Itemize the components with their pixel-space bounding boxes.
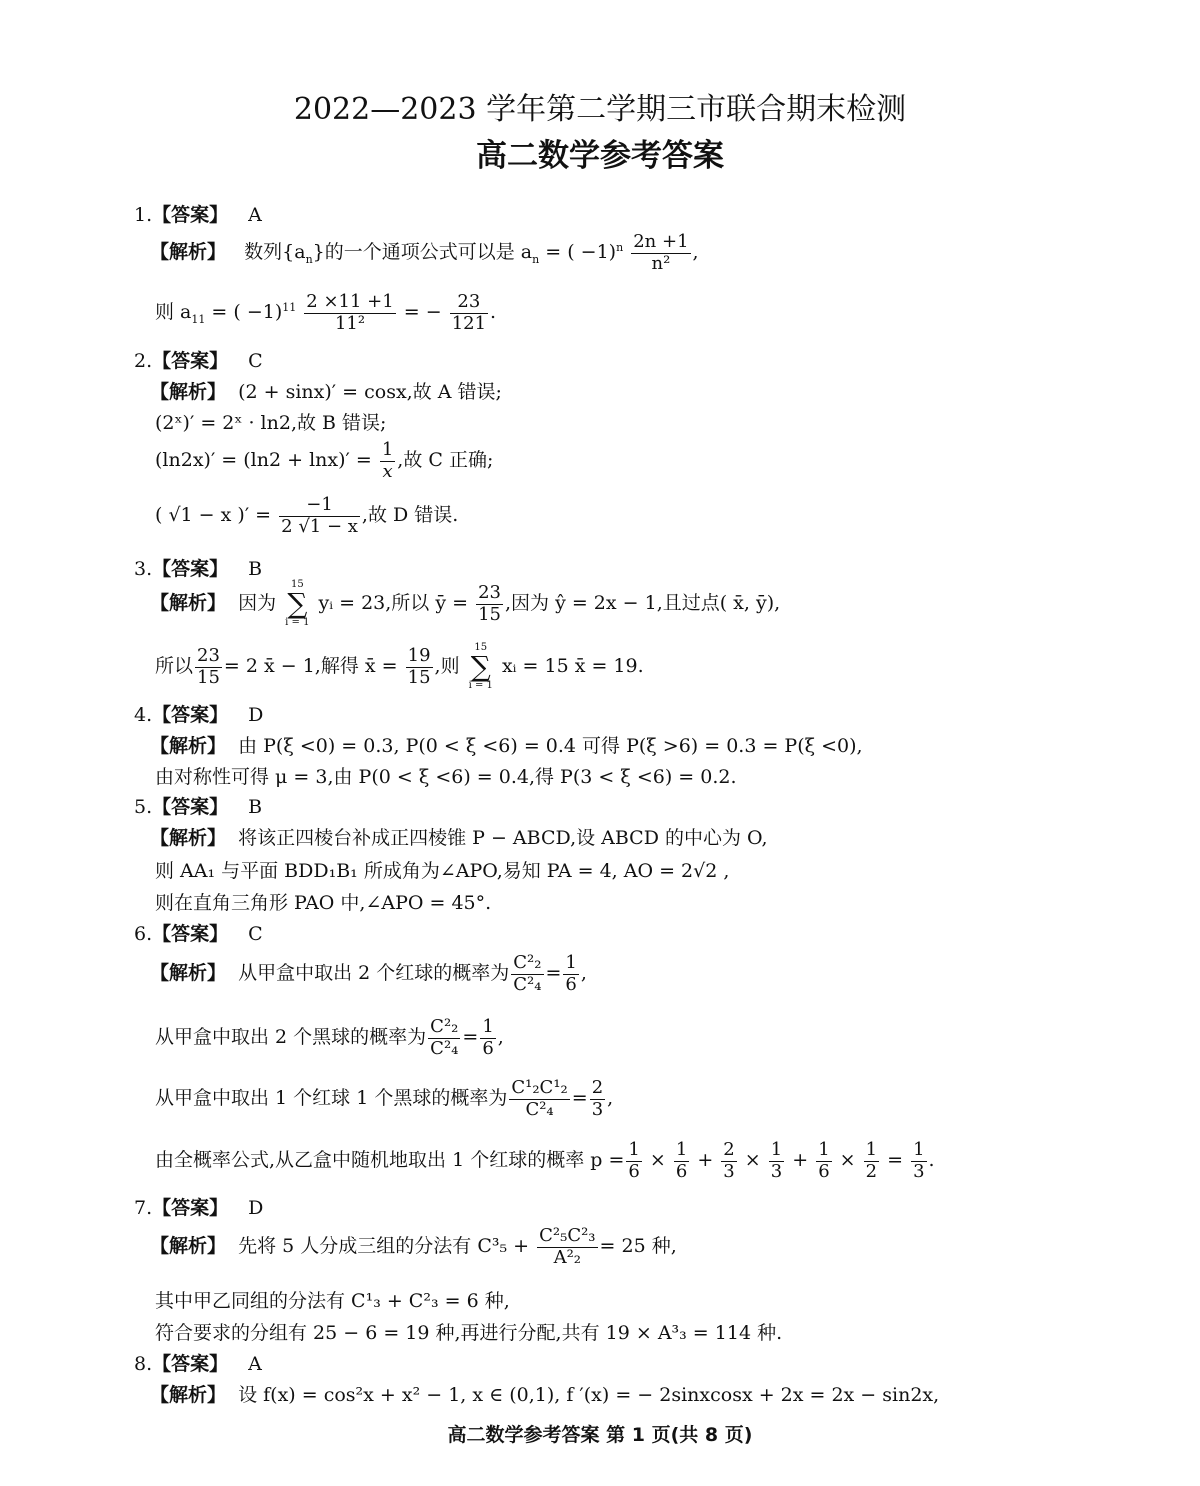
summation: [469, 643, 493, 691]
text: }的一个通项公式可以是 a: [312, 241, 533, 264]
operator: +: [786, 1149, 815, 1172]
operator: +: [691, 1149, 720, 1172]
fraction: [195, 646, 222, 688]
fraction: [380, 440, 395, 482]
q5-analysis-line2: 则 AA₁ 与平面 BDD₁B₁ 所成角为∠APO,易知 PA = 4, AO = 2√2 ,: [155, 860, 730, 882]
q4-analysis-line2: 由对称性可得 μ = 3,由 P(0 < ξ <6) = 0.4,得 P(3 < ξ <6) = 0.2.: [155, 766, 737, 788]
denominator: 6: [628, 1160, 640, 1182]
q6-analysis-line1: [150, 953, 587, 995]
fraction: [428, 1017, 460, 1059]
text: ,: [692, 241, 699, 264]
sigma-symbol: ∑: [470, 650, 491, 683]
fraction: [631, 232, 690, 274]
denominator: 15: [407, 666, 431, 688]
text: 从甲盒中取出 2 个红球的概率为: [238, 962, 510, 985]
fraction: [511, 953, 543, 995]
answer-label: 【答案】: [152, 704, 229, 726]
text: 从甲盒中取出 2 个黑球的概率为: [155, 1026, 427, 1049]
text: 先将 5 人分成三组的分法有 C³₅ +: [238, 1235, 530, 1258]
text: 由 P(ξ <0) = 0.3, P(0 < ξ <6) = 0.4 可得 P(ξ >6) = 0.3 = P(ξ <0),: [238, 735, 863, 757]
q2-analysis-line3: [155, 440, 493, 482]
q5-analysis-line3: 则在直角三角形 PAO 中,∠APO = 45°.: [155, 892, 492, 914]
denominator: C²₄: [430, 1037, 459, 1059]
text: =: [545, 962, 562, 985]
fraction: [476, 583, 503, 625]
numerator: C¹₂C¹₂: [511, 1077, 568, 1098]
text: =: [571, 1087, 588, 1110]
fraction: [563, 953, 578, 995]
fraction: [769, 1140, 784, 1182]
q6-answer-line: [134, 919, 263, 946]
numerator: −1: [279, 495, 360, 517]
denominator: 3: [770, 1160, 783, 1182]
denominator: 15: [478, 603, 501, 625]
text: xᵢ = 15 x̄ = 19.: [501, 655, 644, 677]
text: ( √1 − x )′ =: [155, 504, 272, 527]
text: ,因为 ŷ = 2x − 1,且过点( x̄, ȳ),: [504, 592, 781, 614]
q5-analysis-line1: [150, 823, 768, 850]
answer-label: 【答案】: [152, 204, 229, 226]
denominator: C²₄: [513, 973, 542, 995]
numerator: 1: [913, 1139, 925, 1160]
text: 数列{a: [244, 241, 306, 264]
sigma-symbol: ∑: [287, 587, 308, 620]
page-subtitle: 高二数学参考答案: [476, 138, 724, 174]
sum-lower: i = 1: [468, 680, 493, 691]
fraction: [279, 495, 360, 537]
q8-answer-line: [134, 1349, 262, 1376]
fraction: [721, 1140, 736, 1182]
text: = ( −1): [539, 241, 617, 264]
text: = ( −1): [205, 301, 283, 324]
denominator: 6: [675, 1160, 688, 1182]
text: = 2 x̄ − 1,解得 x̄ =: [223, 655, 398, 677]
sum-upper: 15: [290, 579, 304, 590]
answer-value: D: [248, 1197, 264, 1219]
numerator: 2: [591, 1077, 604, 1098]
q5-answer-line: [134, 792, 262, 819]
operator: ×: [833, 1149, 862, 1172]
numerator: 1: [381, 439, 394, 460]
sum-lower: i = 1: [285, 617, 310, 628]
numerator: 2: [723, 1139, 735, 1160]
fraction: [911, 1140, 926, 1182]
question-number: 3.: [134, 558, 153, 580]
subscript: n: [532, 252, 540, 266]
operator: ×: [643, 1149, 672, 1172]
fraction: [480, 1017, 495, 1059]
question-number: 7.: [134, 1197, 153, 1219]
q2-analysis-line4: [155, 495, 458, 537]
analysis-label: 【解析】: [150, 962, 227, 985]
denominator: A²₂: [553, 1246, 582, 1268]
answer-label: 【答案】: [152, 1197, 229, 1219]
question-number: 5.: [134, 796, 153, 818]
q2-analysis-line1: [150, 377, 502, 404]
numerator: 1: [818, 1139, 830, 1160]
question-number: 1.: [134, 204, 153, 226]
analysis-label: 【解析】: [150, 827, 227, 849]
numerator: C²₂: [513, 952, 542, 973]
question-number: 4.: [134, 704, 153, 726]
text: 因为: [238, 592, 277, 614]
analysis-label: 【解析】: [150, 1384, 227, 1406]
analysis-label: 【解析】: [150, 381, 227, 403]
question-number: 2.: [134, 350, 153, 372]
fraction: [626, 1140, 641, 1182]
answer-label: 【答案】: [152, 1353, 229, 1375]
answer-label: 【答案】: [152, 796, 229, 818]
text: (ln2x)′ = (ln2 + lnx)′ =: [155, 449, 372, 472]
fraction: [537, 1226, 597, 1268]
q3-analysis-line1: [150, 580, 780, 628]
denominator: 6: [565, 973, 577, 995]
q1-analysis-line2: [155, 292, 496, 334]
fraction: [674, 1140, 689, 1182]
text: 设 f(x) = cos²x + x² − 1, x ∈ (0,1), f ′(x) = − 2sinxcosx + 2x = 2x − sin2x,: [238, 1384, 940, 1406]
numerator: 1: [628, 1139, 640, 1160]
q7-analysis-line1: [150, 1226, 677, 1268]
analysis-label: 【解析】: [150, 241, 227, 264]
q7-answer-line: [134, 1193, 263, 1220]
denominator: 3: [913, 1160, 925, 1182]
denominator: 2 √1 − x: [281, 515, 358, 537]
operator: ×: [738, 1149, 767, 1172]
denominator: 6: [818, 1160, 830, 1182]
numerator: C²₅C²₃: [539, 1225, 596, 1246]
subscript: 11: [191, 312, 206, 326]
q7-analysis-line2: 其中甲乙同组的分法有 C¹₃ + C²₃ = 6 种,: [155, 1290, 510, 1312]
numerator: 1: [865, 1139, 878, 1160]
q2-answer-line: [134, 346, 263, 373]
answer-value: C: [248, 350, 263, 372]
fraction: [864, 1140, 879, 1182]
denominator: 3: [723, 1160, 735, 1182]
answer-value: A: [248, 204, 262, 226]
text: 所以: [155, 655, 194, 677]
numerator: C²₂: [430, 1016, 459, 1037]
q6-analysis-line3: [155, 1078, 613, 1120]
text: ,: [497, 1026, 504, 1049]
text: .: [490, 301, 497, 324]
operator: =: [881, 1149, 910, 1172]
denominator: 3: [591, 1098, 604, 1120]
text: 从甲盒中取出 1 个红球 1 个黑球的概率为: [155, 1087, 508, 1110]
fraction: [406, 646, 433, 688]
q1-answer-line: [134, 200, 262, 227]
text: 由全概率公式,从乙盒中随机地取出 1 个红球的概率 p =: [155, 1149, 625, 1172]
q7-analysis-line3: 符合要求的分组有 25 − 6 = 19 种,再进行分配,共有 19 × A³₃ = 114 种.: [155, 1322, 783, 1344]
answer-label: 【答案】: [152, 923, 229, 945]
numerator: 19: [407, 644, 431, 666]
answer-label: 【答案】: [152, 558, 229, 580]
text: ,故 C 正确;: [397, 449, 494, 472]
denominator: n²: [651, 252, 671, 274]
text: 将该正四棱台补成正四棱锥 P − ABCD,设 ABCD 的中心为 O,: [238, 827, 768, 849]
q6-analysis-line2: [155, 1017, 504, 1059]
summation: [285, 580, 309, 628]
answer-value: B: [248, 796, 263, 818]
denominator: 15: [197, 666, 220, 688]
text: (2 + sinx)′ = cosx,故 A 错误;: [238, 381, 502, 403]
text: ,: [607, 1087, 614, 1110]
q3-answer-line: [134, 554, 262, 581]
text: = −: [397, 301, 442, 324]
numerator: 1: [770, 1139, 783, 1160]
fraction: [304, 292, 395, 334]
text: ,则: [434, 655, 460, 677]
text: =: [462, 1026, 479, 1049]
numerator: 2n +1: [633, 231, 689, 252]
denominator: 2: [865, 1160, 878, 1182]
analysis-label: 【解析】: [150, 592, 227, 614]
text: ,: [580, 962, 587, 985]
answer-value: D: [248, 704, 264, 726]
q2-analysis-line2: (2ˣ)′ = 2ˣ · ln2,故 B 错误;: [155, 412, 387, 434]
q8-analysis-line1: [150, 1380, 939, 1407]
numerator: 2 ×11 +1: [306, 291, 394, 312]
analysis-label: 【解析】: [150, 735, 227, 757]
numerator: 1: [482, 1016, 494, 1037]
subscript: n: [305, 252, 313, 266]
sum-upper: 15: [474, 642, 488, 653]
numerator: 23: [478, 581, 501, 603]
q1-analysis-line1: [150, 232, 699, 274]
numerator: 1: [675, 1139, 688, 1160]
analysis-label: 【解析】: [150, 1235, 227, 1258]
fraction: [450, 292, 488, 334]
page-footer: 高二数学参考答案 第 1 页(共 8 页): [447, 1424, 753, 1446]
question-number: 6.: [134, 923, 153, 945]
probability-expression: [624, 1139, 928, 1182]
denominator: 121: [451, 312, 487, 334]
page-title: 2022—2023 学年第二学期三市联合期末检测: [293, 92, 907, 127]
denominator: C²₄: [525, 1098, 554, 1120]
text: yᵢ = 23,所以 ȳ =: [318, 592, 469, 614]
superscript: 11: [282, 300, 297, 314]
text: 则 a: [155, 301, 192, 324]
q4-answer-line: [134, 700, 263, 727]
q6-analysis-line4: [155, 1140, 935, 1182]
denominator: 6: [482, 1037, 494, 1059]
answer-label: 【答案】: [152, 350, 229, 372]
denominator: 11²: [334, 312, 366, 334]
fraction: [509, 1078, 569, 1120]
q3-analysis-line2: [155, 643, 644, 691]
fraction: [816, 1140, 831, 1182]
numerator: 23: [197, 644, 220, 666]
text: = 25 种,: [599, 1235, 677, 1258]
answer-value: A: [248, 1353, 262, 1375]
text: .: [928, 1149, 935, 1172]
text: ,故 D 错误.: [361, 504, 459, 527]
denominator: x: [382, 460, 393, 482]
numerator: 23: [450, 292, 488, 314]
numerator: 1: [565, 952, 577, 973]
fraction: [590, 1078, 605, 1120]
q4-analysis-line1: [150, 731, 863, 758]
answer-value: B: [248, 558, 263, 580]
superscript: n: [616, 240, 624, 254]
answer-value: C: [248, 923, 263, 945]
question-number: 8.: [134, 1353, 153, 1375]
